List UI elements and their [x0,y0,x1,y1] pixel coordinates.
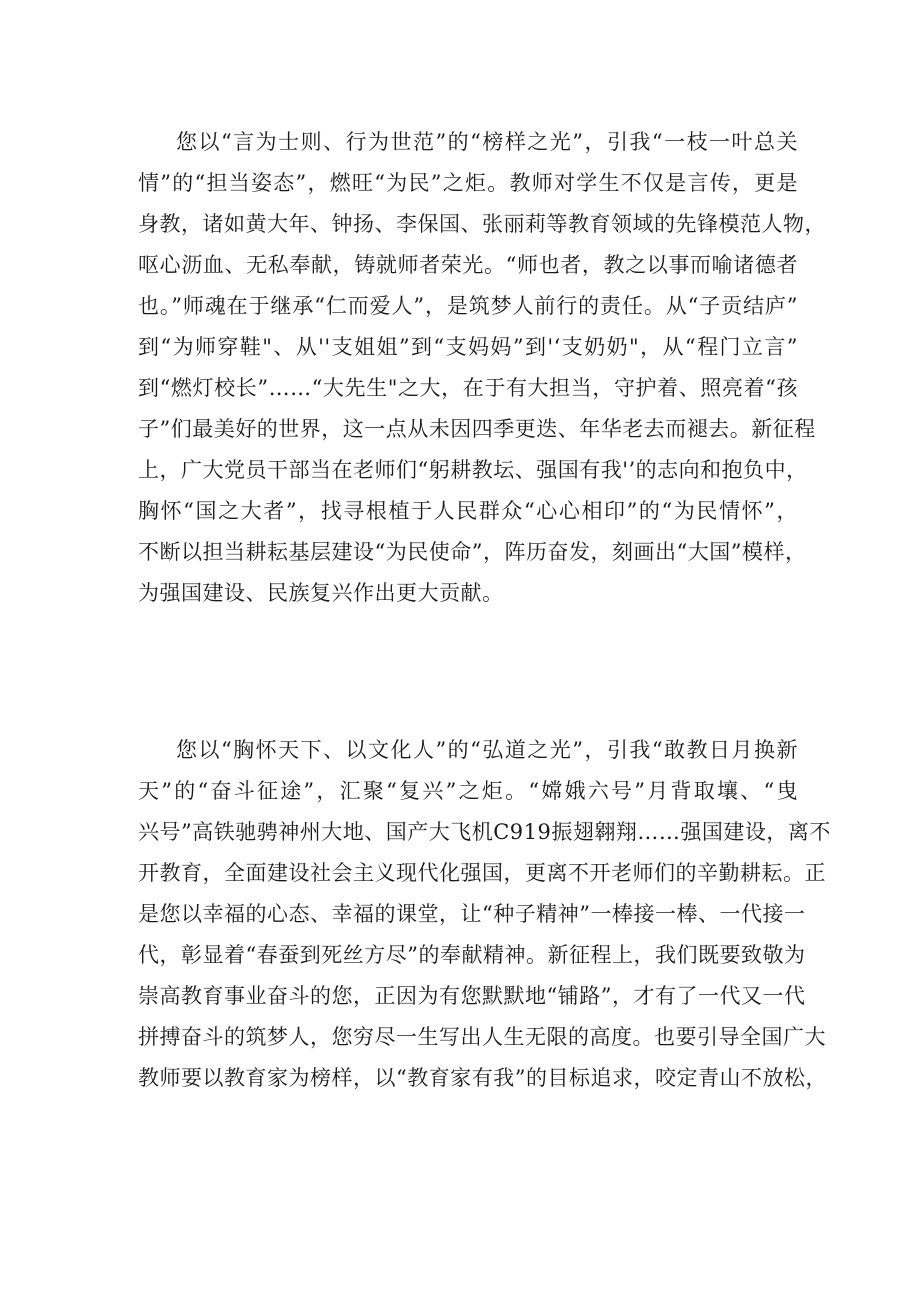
paragraph-line: 天”的“奋斗征途”，汇聚“复兴”之炬。“嫦娥六号”月背取壤、“曳 [138,779,798,803]
paragraph-line: 兴号”高铁驰骋神州大地、国产大飞机C919振翅翱翔……强国建设，离不 [138,820,831,844]
paragraph-line: 到“燃灯校长”……“大先生"之大，在于有大担当，守护着、照亮着“孩 [138,376,798,400]
paragraph-line: 到“为师穿鞋"、从''支姐姐”到“支妈妈”到'‘支奶奶"，从“程门立言” [138,335,798,359]
paragraph-line: 上，广大党员干部当在老师们“躬耕教坛、强国有我'’的志向和抱负中， [138,458,808,482]
paragraph-line: 教师要以教育家为榜样，以“教育家有我”的目标追求，咬定青山不放松， [138,1066,827,1090]
paragraph-line: 身教，诸如黄大年、钟扬、李保国、张丽莉等教育领域的先锋模范人物， [138,212,826,236]
paragraph-line: 是您以幸福的心态、幸福的课堂，让“种子精神”一棒接一棒、一代接一 [138,902,806,926]
paragraph-1 [138,122,826,614]
paragraph-line: 您以“胸怀天下、以文化人”的“弘道之光”，引我“敢教日月换新 [176,738,798,762]
paragraph-line: 胸怀“国之大者”，找寻根植于人民群众“心心相印”的“为民情怀”， [138,499,798,523]
paragraph-line: 代，彰显着“春蚕到死丝方尽”的奉献精神。新征程上，我们既要致敬为 [138,943,806,967]
paragraph-line: 子”们最美好的世界，这一点从未因四季更迭、年华老去而褪去。新征程 [138,417,816,441]
paragraph-line: 您以“言为士则、行为世范”的“榜样之光”，引我“一枝一叶总关 [176,130,798,154]
paragraph-line: 开教育，全面建设社会主义现代化强国，更离不开老师们的辛勤耕耘。正 [138,861,826,885]
paragraph-line: 崇高教育事业奋斗的您，正因为有您默默地“铺路”，才有了一代又一代 [138,984,806,1008]
paragraph-line: 情”的“担当姿态”，燃旺“为民”之炬。教师对学生不仅是言传，更是 [138,171,798,195]
paragraph-line: 呕心沥血、无私奉献，铸就师者荣光。“师也者，教之以事而喻诸德者 [138,253,798,277]
paragraph-line: 为强国建设、民族复兴作出更大贡献。 [138,581,504,605]
paragraph-line: 也。”师魂在于继承“仁而爱人”，是筑梦人前行的责任。从“子贡结庐” [138,294,798,318]
paragraph-2 [138,730,831,1099]
paragraph-line: 拼搏奋斗的筑梦人，您穷尽一生写出人生无限的高度。也要引导全国广大 [138,1025,826,1049]
paragraph-line: 不断以担当耕耘基层建设“为民使命”，阵历奋发，刻画出“大国”模样， [138,540,807,564]
